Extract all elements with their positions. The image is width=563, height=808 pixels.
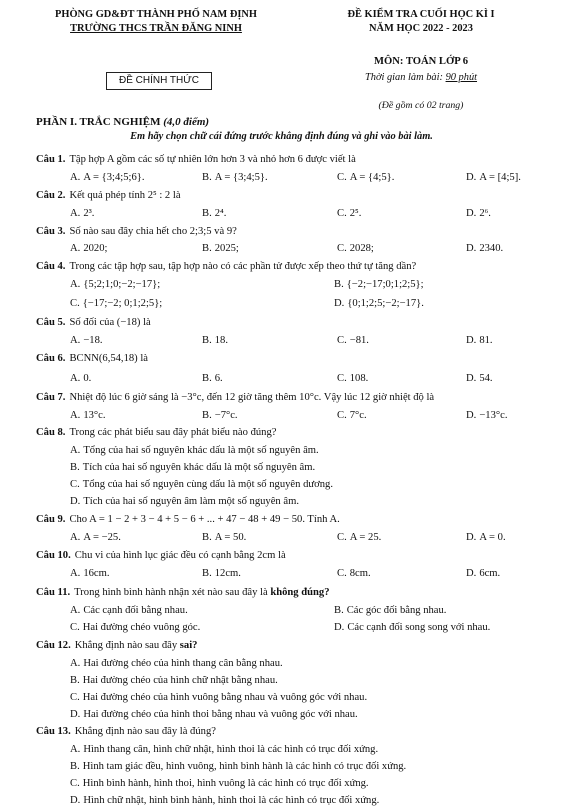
option-text: 81. bbox=[479, 335, 493, 346]
question-number: Câu 8. bbox=[36, 427, 66, 438]
answer-option bbox=[70, 335, 103, 348]
option-text: 6. bbox=[214, 373, 223, 384]
question-text: Chu vi của hình lục giác đều có cạnh bằng 2cm là bbox=[74, 550, 286, 561]
option-text: Các cạnh đối bằng nhau. bbox=[83, 605, 188, 616]
question-stem bbox=[36, 514, 563, 527]
question-stem bbox=[36, 587, 563, 600]
answer-option bbox=[202, 335, 228, 348]
option-text: 2⁴. bbox=[214, 208, 227, 219]
option-letter: C. bbox=[70, 622, 80, 633]
question-stem bbox=[36, 392, 563, 405]
option-text: Các cạnh đối song song với nhau. bbox=[347, 622, 491, 633]
answer-option bbox=[337, 243, 374, 256]
option-text: 13°c. bbox=[83, 410, 106, 421]
answer-option bbox=[202, 410, 238, 423]
option-text: Các góc đối bằng nhau. bbox=[346, 605, 447, 616]
official-label: ĐỀ CHÍNH THỨC bbox=[106, 72, 212, 90]
part-title-text: PHẦN I. TRẮC NGHIỆM bbox=[36, 116, 164, 128]
answer-option bbox=[202, 568, 241, 581]
answer-option bbox=[334, 622, 490, 635]
option-text: −18. bbox=[83, 335, 103, 346]
option-letter: D. bbox=[466, 410, 477, 421]
option-letter: C. bbox=[70, 692, 80, 703]
option-letter: B. bbox=[202, 208, 212, 219]
option-text: 2³. bbox=[83, 208, 95, 219]
option-letter: A. bbox=[70, 243, 81, 254]
answer-option bbox=[466, 172, 521, 185]
option-text: {−2;−17;0;1;2;5}; bbox=[346, 279, 424, 290]
question-stem bbox=[36, 550, 563, 563]
answer-option bbox=[202, 373, 223, 386]
time-prefix: Thời gian làm bài: bbox=[364, 72, 446, 83]
option-letter: B. bbox=[202, 410, 212, 421]
answer-option bbox=[202, 243, 239, 256]
question-emphasis: không đúng? bbox=[270, 587, 330, 598]
option-letter: B. bbox=[202, 373, 212, 384]
answer-option bbox=[466, 335, 493, 348]
option-text: Hình tam giác đều, hình vuông, hình bình hành là các hình có trục đối xứng. bbox=[82, 761, 407, 772]
answer-option bbox=[70, 172, 145, 185]
option-text: A = [4;5]. bbox=[479, 172, 521, 183]
option-text: −7°c. bbox=[214, 410, 238, 421]
question-stem bbox=[36, 317, 563, 330]
question-number: Câu 7. bbox=[36, 392, 66, 403]
question-text: Cho A = 1 − 2 + 3 − 4 + 5 − 6 + ... + 47 − 48 + 49 − 50. Tính A. bbox=[69, 514, 340, 525]
question-text: Khẳng định nào sau đây bbox=[74, 640, 180, 651]
department-name: PHÒNG GD&ĐT THÀNH PHỐ NAM ĐỊNH bbox=[55, 9, 257, 20]
answer-option bbox=[337, 172, 394, 185]
question-emphasis: sai? bbox=[179, 640, 198, 651]
option-letter: B. bbox=[70, 675, 80, 686]
question-stem bbox=[36, 640, 563, 653]
option-letter: A. bbox=[70, 532, 81, 543]
option-letter: A. bbox=[70, 744, 81, 755]
question-text: Trong các phát biểu sau đây phát biểu nào đúng? bbox=[69, 427, 277, 438]
school-year: NĂM HỌC 2022 - 2023 bbox=[369, 22, 473, 34]
question-number: Câu 11. bbox=[36, 587, 71, 598]
answer-option bbox=[70, 795, 379, 808]
question-number: Câu 12. bbox=[36, 640, 71, 651]
option-letter: A. bbox=[70, 410, 81, 421]
question-number: Câu 1. bbox=[36, 154, 66, 165]
option-text: A = 50. bbox=[214, 532, 247, 543]
option-letter: B. bbox=[202, 568, 212, 579]
answer-option bbox=[70, 658, 283, 671]
answer-option bbox=[334, 279, 424, 292]
option-letter: A. bbox=[70, 568, 81, 579]
option-text: 2⁵. bbox=[349, 208, 362, 219]
answer-option bbox=[70, 208, 94, 221]
option-text: Tích của hai số nguyên âm làm một số nguyên âm. bbox=[83, 496, 299, 507]
option-letter: C. bbox=[337, 373, 347, 384]
option-letter: A. bbox=[70, 445, 81, 456]
question-text: Khẳng định nào sau đây là đúng? bbox=[74, 726, 216, 737]
time-limit bbox=[296, 72, 546, 84]
answer-option bbox=[70, 279, 160, 292]
option-letter: D. bbox=[70, 795, 81, 806]
question-stem bbox=[36, 226, 563, 239]
answer-option bbox=[466, 208, 491, 221]
option-text: 2020; bbox=[83, 243, 108, 254]
answer-option bbox=[70, 479, 333, 492]
option-letter: C. bbox=[337, 335, 347, 346]
header-right bbox=[296, 8, 546, 35]
option-letter: B. bbox=[334, 279, 344, 290]
option-letter: D. bbox=[466, 172, 477, 183]
option-text: Tổng của hai số nguyên cùng dấu là một số nguyên dương. bbox=[82, 479, 333, 490]
option-letter: A. bbox=[70, 658, 81, 669]
option-text: Tích của hai số nguyên khác dấu là một số nguyên âm. bbox=[82, 462, 316, 473]
option-letter: C. bbox=[70, 298, 80, 309]
question-number: Câu 9. bbox=[36, 514, 66, 525]
answer-option bbox=[202, 532, 246, 545]
answer-option bbox=[466, 410, 507, 423]
option-text: Hình bình hành, hình thoi, hình vuông là các hình có trục đối xứng. bbox=[82, 778, 369, 789]
question-number: Câu 10. bbox=[36, 550, 71, 561]
option-letter: B. bbox=[334, 605, 344, 616]
answer-option bbox=[337, 335, 369, 348]
header-left bbox=[36, 8, 276, 35]
option-letter: D. bbox=[466, 208, 477, 219]
option-letter: C. bbox=[337, 568, 347, 579]
option-letter: D. bbox=[334, 298, 345, 309]
question-stem bbox=[36, 154, 563, 167]
option-text: 16cm. bbox=[83, 568, 110, 579]
question-number: Câu 3. bbox=[36, 226, 66, 237]
question-text: Số đối của (−18) là bbox=[69, 317, 151, 328]
option-letter: A. bbox=[70, 605, 81, 616]
answer-option bbox=[70, 568, 110, 581]
answer-option bbox=[337, 410, 367, 423]
pages-note: (Đề gồm có 02 trang) bbox=[378, 100, 464, 111]
option-letter: C. bbox=[70, 778, 80, 789]
option-letter: D. bbox=[466, 532, 477, 543]
option-text: Hai đường chéo của hình thoi bằng nhau và vuông góc với nhau. bbox=[83, 709, 358, 720]
option-text: A = {3;4;5}. bbox=[214, 172, 268, 183]
option-letter: C. bbox=[70, 479, 80, 490]
question-stem bbox=[36, 726, 563, 739]
option-letter: C. bbox=[337, 172, 347, 183]
option-text: 2340. bbox=[479, 243, 504, 254]
option-text: Hình thang cân, hình chữ nhật, hình thoi là các hình có trục đối xứng. bbox=[83, 744, 379, 755]
option-text: 18. bbox=[214, 335, 228, 346]
option-letter: B. bbox=[70, 761, 80, 772]
exam-title: ĐỀ KIỂM TRA CUỐI HỌC KÌ I bbox=[347, 9, 495, 20]
option-letter: C. bbox=[337, 532, 347, 543]
option-text: 12cm. bbox=[214, 568, 241, 579]
option-letter: D. bbox=[466, 335, 477, 346]
option-letter: B. bbox=[202, 335, 212, 346]
option-text: 108. bbox=[349, 373, 369, 384]
part-points: (4,0 điểm) bbox=[163, 116, 210, 128]
answer-option bbox=[70, 744, 378, 757]
answer-option bbox=[70, 605, 188, 618]
answer-option bbox=[334, 605, 446, 618]
answer-option bbox=[70, 709, 358, 722]
answer-option bbox=[202, 208, 226, 221]
answer-option bbox=[70, 462, 315, 475]
answer-option bbox=[466, 373, 493, 386]
answer-option bbox=[70, 761, 406, 774]
answer-option bbox=[466, 568, 500, 581]
answer-option bbox=[466, 532, 506, 545]
instruction: Em hãy chọn chữ cái đứng trước khẳng định đúng và ghi vào bài làm. bbox=[130, 131, 433, 142]
option-text: Tổng của hai số nguyên khác dấu là một số nguyên âm. bbox=[83, 445, 319, 456]
option-text: 8cm. bbox=[349, 568, 371, 579]
question-text: Kết quả phép tính 2⁵ : 2 là bbox=[69, 190, 181, 201]
question-text: BCNN(6,54,18) là bbox=[69, 353, 149, 364]
option-letter: A. bbox=[70, 335, 81, 346]
question-number: Câu 5. bbox=[36, 317, 66, 328]
option-text: 54. bbox=[479, 373, 493, 384]
answer-option bbox=[70, 373, 91, 386]
option-text: {−17;−2; 0;1;2;5}; bbox=[82, 298, 163, 309]
option-letter: A. bbox=[70, 208, 81, 219]
option-letter: B. bbox=[202, 243, 212, 254]
question-text: Nhiệt độ lúc 6 giờ sáng là −3°c, đến 12 giờ tăng thêm 10°c. Vậy lúc 12 giờ nhiệt độ là bbox=[69, 392, 435, 403]
question-text: Trong hình bình hành nhận xét nào sau đây là bbox=[74, 587, 271, 598]
option-letter: D. bbox=[334, 622, 345, 633]
option-letter: C. bbox=[337, 208, 347, 219]
option-letter: D. bbox=[466, 373, 477, 384]
subject: MÔN: TOÁN LỚP 6 bbox=[373, 56, 469, 67]
option-letter: A. bbox=[70, 279, 81, 290]
question-text: Trong các tập hợp sau, tập hợp nào có các phần tử được xếp theo thứ tự tăng dần? bbox=[69, 261, 417, 272]
option-text: A = {3;4;5;6}. bbox=[83, 172, 145, 183]
option-text: Hai đường chéo của hình chữ nhật bằng nhau. bbox=[82, 675, 278, 686]
option-text: −81. bbox=[349, 335, 369, 346]
option-text: Hai đường chéo của hình vuông bằng nhau và vuông góc với nhau. bbox=[82, 692, 368, 703]
answer-option bbox=[337, 208, 361, 221]
option-text: A = −25. bbox=[83, 532, 121, 543]
option-text: 2025; bbox=[214, 243, 239, 254]
question-number: Câu 13. bbox=[36, 726, 71, 737]
option-text: {5;2;1;0;−2;−17}; bbox=[83, 279, 161, 290]
answer-option bbox=[70, 496, 299, 509]
option-text: 6cm. bbox=[479, 568, 501, 579]
question-number: Câu 6. bbox=[36, 353, 66, 364]
question-stem bbox=[36, 353, 563, 366]
option-text: −13°c. bbox=[479, 410, 508, 421]
option-letter: A. bbox=[70, 373, 81, 384]
question-stem bbox=[36, 427, 563, 440]
question-number: Câu 4. bbox=[36, 261, 66, 272]
question-text: Số nào sau đây chia hết cho 2;3;5 và 9? bbox=[69, 226, 237, 237]
option-text: A = {4;5}. bbox=[349, 172, 395, 183]
option-text: 2028; bbox=[349, 243, 374, 254]
answer-option bbox=[202, 172, 268, 185]
option-text: Hình chữ nhật, hình bình hành, hình thoi là các hình có trục đối xứng. bbox=[83, 795, 380, 806]
answer-option bbox=[466, 243, 503, 256]
question-number: Câu 2. bbox=[36, 190, 66, 201]
question-stem bbox=[36, 190, 563, 203]
answer-option bbox=[337, 532, 381, 545]
option-letter: D. bbox=[70, 496, 81, 507]
answer-option bbox=[70, 622, 200, 635]
option-text: A = 0. bbox=[479, 532, 506, 543]
option-text: 7°c. bbox=[349, 410, 367, 421]
answer-option bbox=[70, 675, 278, 688]
question-stem bbox=[36, 261, 563, 274]
answer-option bbox=[70, 532, 121, 545]
answer-option bbox=[70, 298, 162, 311]
option-text: 2⁶. bbox=[479, 208, 491, 219]
option-letter: B. bbox=[202, 532, 212, 543]
time-value: 90 phút bbox=[445, 72, 478, 83]
option-text: Hai đường chéo vuông góc. bbox=[82, 622, 201, 633]
school-name: TRƯỜNG THCS TRẦN ĐĂNG NINH bbox=[70, 22, 242, 34]
question-text: Tập hợp A gồm các số tự nhiên lớn hơn 3 và nhỏ hơn 6 được viết là bbox=[69, 154, 356, 165]
option-text: {0;1;2;5;−2;−17}. bbox=[347, 298, 424, 309]
option-letter: C. bbox=[337, 410, 347, 421]
answer-option bbox=[337, 568, 371, 581]
answer-option bbox=[70, 692, 367, 705]
answer-option bbox=[70, 445, 319, 458]
option-letter: D. bbox=[70, 709, 81, 720]
answer-option bbox=[70, 243, 107, 256]
option-text: A = 25. bbox=[349, 532, 382, 543]
option-text: Hai đường chéo của hình thang cân bằng nhau. bbox=[83, 658, 283, 669]
option-letter: C. bbox=[337, 243, 347, 254]
option-letter: D. bbox=[466, 243, 477, 254]
option-letter: B. bbox=[202, 172, 212, 183]
option-text: 0. bbox=[83, 373, 92, 384]
answer-option bbox=[337, 373, 368, 386]
part-title bbox=[36, 116, 209, 129]
answer-option bbox=[70, 410, 106, 423]
answer-option bbox=[70, 778, 369, 791]
option-letter: D. bbox=[466, 568, 477, 579]
answer-option bbox=[334, 298, 424, 311]
option-letter: B. bbox=[70, 462, 80, 473]
option-letter: A. bbox=[70, 172, 81, 183]
